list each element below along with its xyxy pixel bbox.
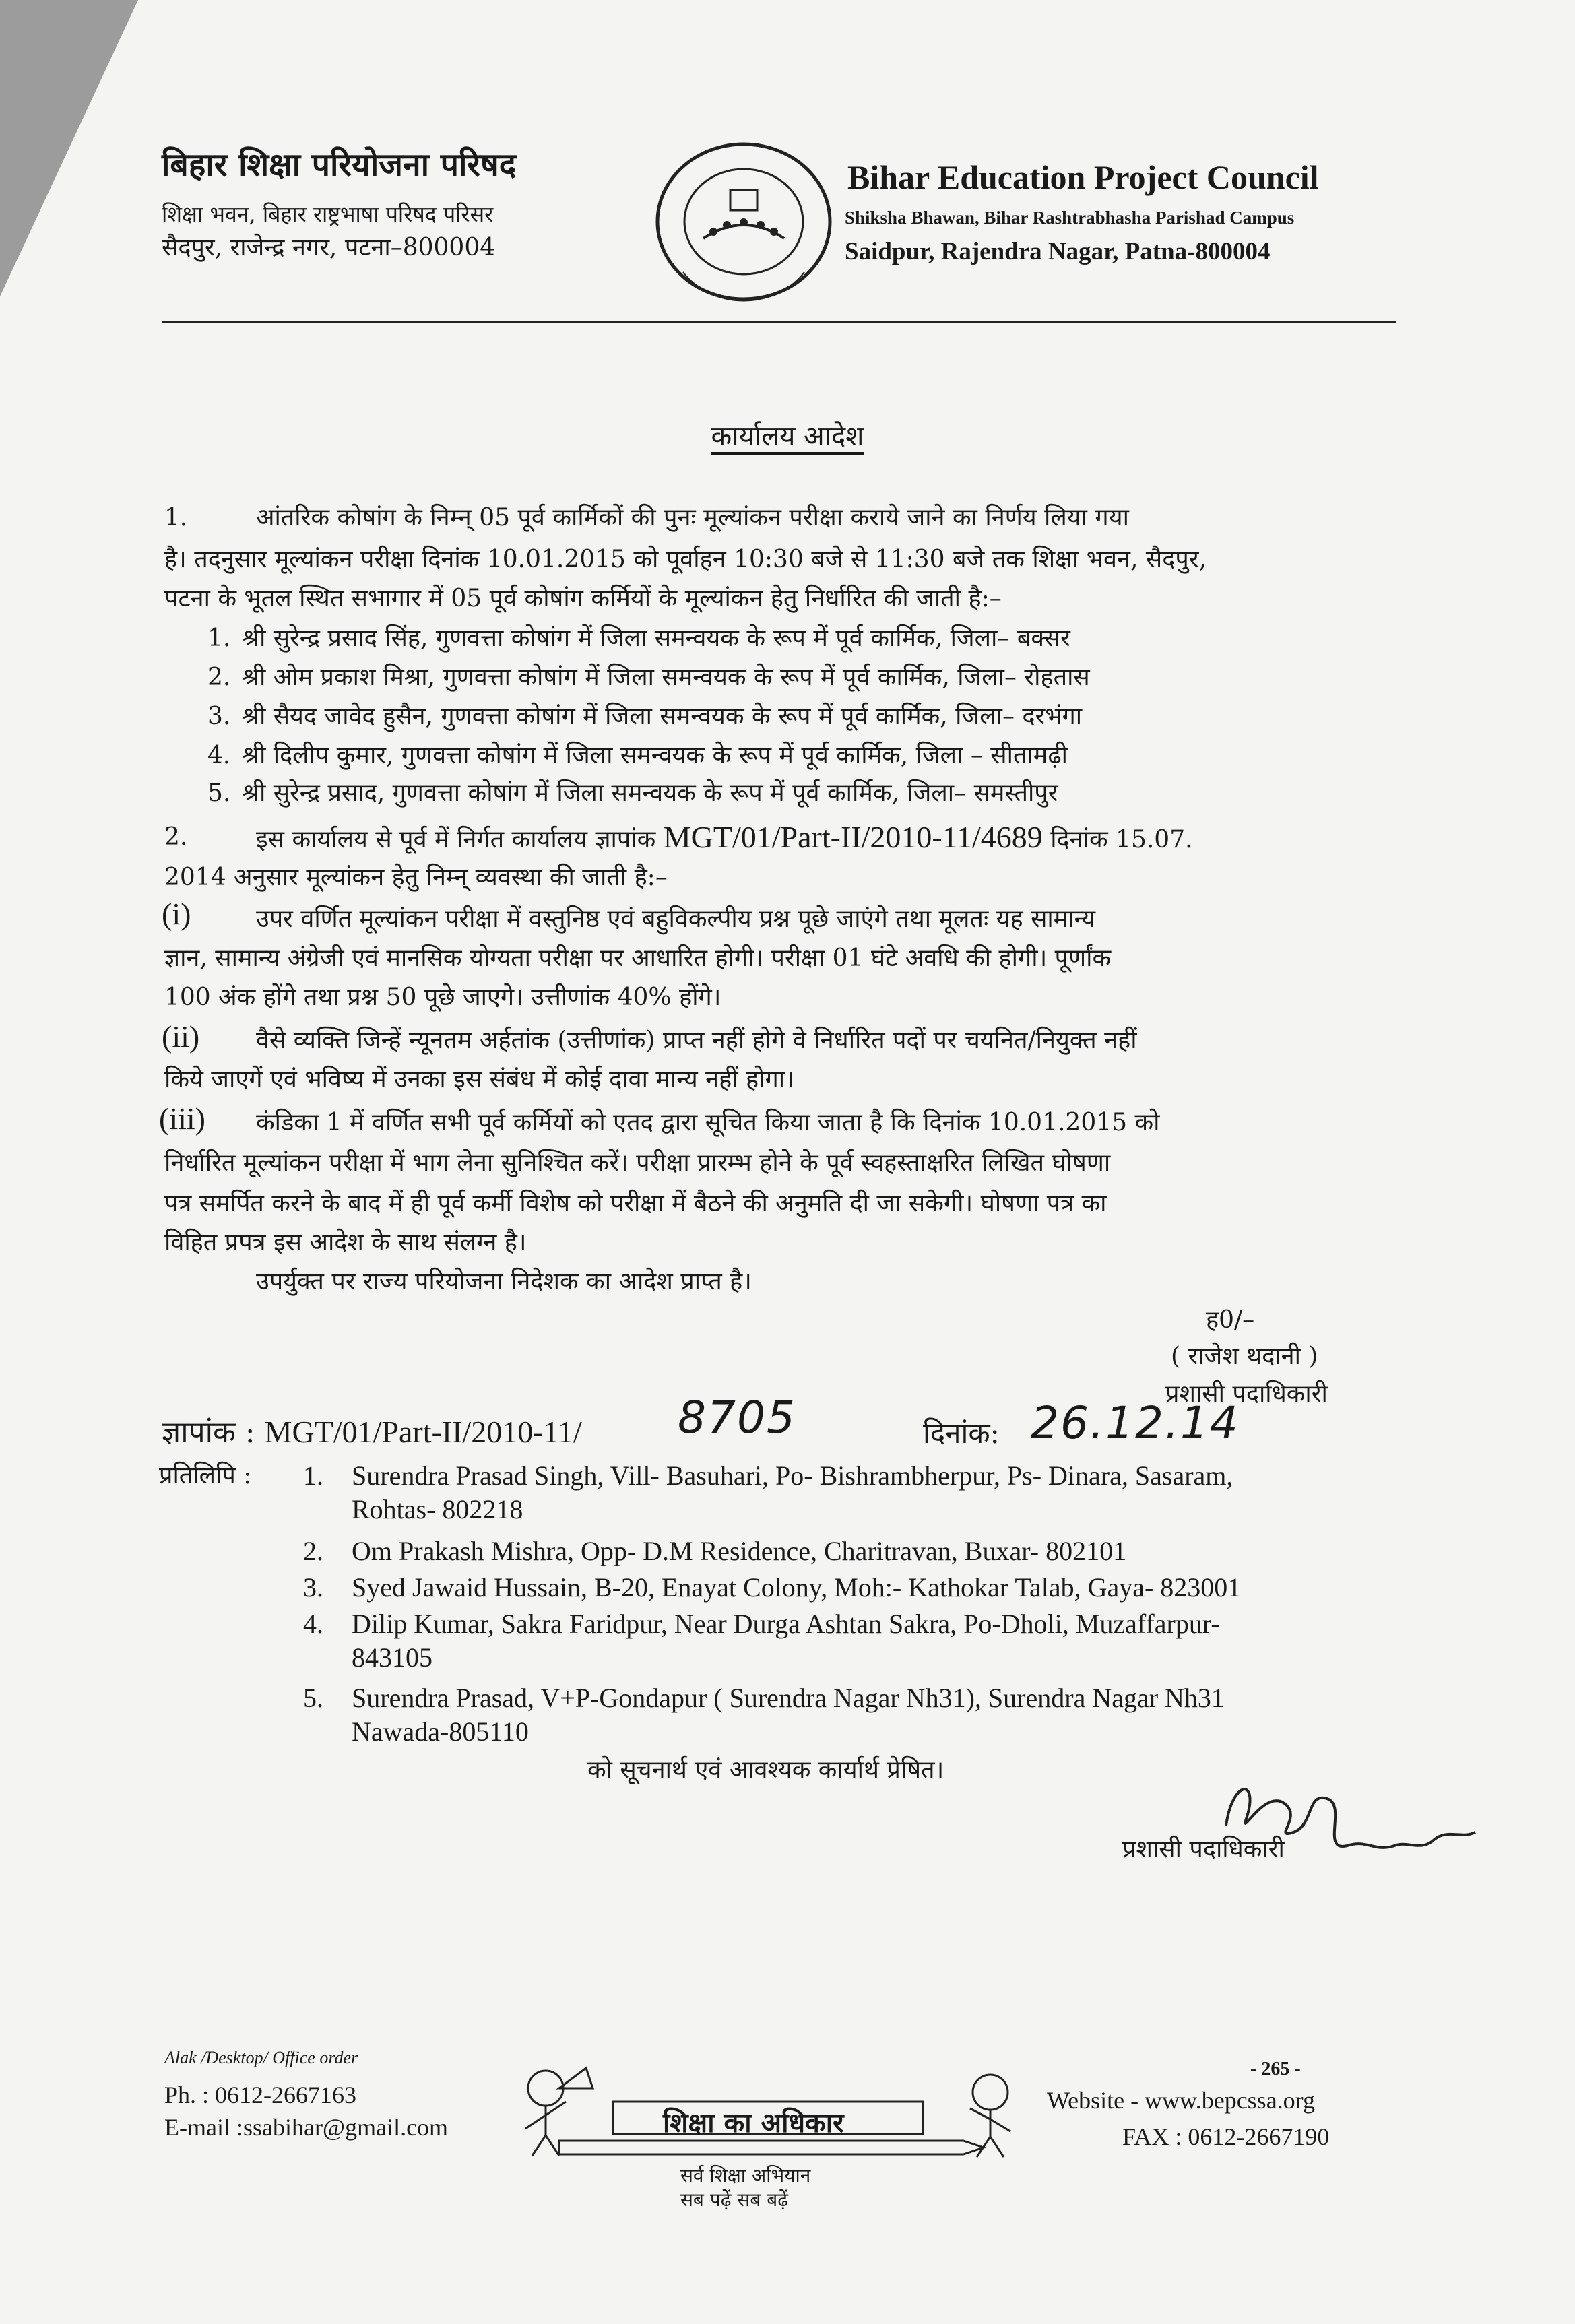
council-seal-logo — [649, 137, 838, 306]
person-item-3: 3. श्री सैयद जावेद हुसैन, गुणवत्ता कोषांग में जिला समन्वयक के रूप में पूर्व कार्मिक, जिला– दरभंगा — [207, 703, 1083, 730]
clause-iii-line1: कंडिका 1 में वर्णित सभी पूर्व कर्मियों को एतद द्वारा सूचित किया जाता है कि दिनांक 10.01.2015 को — [256, 1109, 1160, 1136]
copy-item-5-line1: Surendra Prasad, V+P-Gondapur ( Surendra Nagar Nh31), Surendra Nagar Nh31 — [352, 1683, 1225, 1713]
closing-line: उपर्युक्त पर राज्य परियोजना निदेशक का आदेश प्राप्त है। — [256, 1268, 752, 1295]
org-address-hindi-1: शिक्षा भवन, बिहार राष्ट्रभाषा परिषद परिसर — [162, 201, 494, 227]
copy-item-5-line2: Nawada-805110 — [352, 1716, 529, 1747]
memo-number-handwritten: 8705 — [678, 1392, 796, 1444]
org-name-hindi: बिहार शिक्षा परियोजना परिषद — [162, 146, 517, 184]
copy-item-5: 5. — [303, 1683, 323, 1713]
copy-item-4-line2: 843105 — [352, 1642, 432, 1673]
banner-text: शिक्षा का अधिकार — [663, 2107, 844, 2139]
header-divider — [162, 321, 1396, 323]
copy-item-2-line1: Om Prakash Mishra, Opp- D.M Residence, Charitravan, Buxar- 802101 — [352, 1536, 1127, 1566]
copy-item-1: 1. — [303, 1460, 323, 1491]
copy-label: प्रतिलिपि : — [159, 1462, 252, 1489]
memo-line: ज्ञापांक : MGT/01/Part-II/2010-11/ — [162, 1415, 582, 1450]
clause-iii-line4: विहित प्रपत्र इस आदेश के साथ संलग्न है। — [164, 1229, 527, 1256]
person-item-5: 5. श्री सुरेन्द्र प्रसाद, गुणवत्ता कोषांग में जिला समन्वयक के रूप में पूर्व कार्मिक, जिला– समस्तीपुर — [207, 779, 1058, 807]
org-address-english-2: Saidpur, Rajendra Nagar, Patna-800004 — [845, 238, 1271, 265]
copy-item-3: 3. — [303, 1572, 323, 1603]
clause-i-label: (i) — [162, 897, 191, 931]
copy-item-1-line1: Surendra Prasad Singh, Vill- Basuhari, Po- Bishrambherpur, Ps- Dinara, Sasaram, — [352, 1460, 1233, 1491]
document-title: कार्यालय आदेश — [711, 421, 864, 452]
para1-line1: आंतरिक कोषांग के निम्न् 05 पूर्व कार्मिकों की पुनः मूल्यांकन परीक्षा कराये जाने का निर्णय लिया गया — [256, 504, 1129, 531]
footer-fax: FAX : 0612-2667190 — [1122, 2123, 1330, 2150]
copy-item-4: 4. — [303, 1609, 323, 1639]
handwritten-signature — [1206, 1765, 1489, 1879]
footer-file-path: Alak /Desktop/ Office order — [164, 2048, 358, 2067]
clause-i-line1: उपर वर्णित मूल्यांकन परीक्षा में वस्तुनिष्ठ एवं बहुविकल्पीय प्रश्न पूछे जाएंगे तथा मूलतः यह सामान्य — [256, 905, 1096, 933]
para1-line3: पटना के भूतल स्थित सभागार में 05 पूर्व कोषांग कर्मियों के मूल्यांकन हेतु निर्धारित की जाती है:– — [164, 585, 1002, 612]
clause-i-line2: ज्ञान, सामान्य अंग्रेजी एवं मानसिक योग्यता परीक्षा पर आधारित होगी। परीक्षा 01 घंटे अवधि की होगी। पूर्णांक — [164, 944, 1112, 972]
person-item-4: 4. श्री दिलीप कुमार, गुणवत्ता कोषांग में जिला समन्वयक के रूप में पूर्व कार्मिक, जिला – सीतामढ़ी — [207, 742, 1068, 769]
footer-phone: Ph. : 0612-2667163 — [164, 2081, 357, 2108]
org-address-hindi-2: सैदपुर, राजेन्द्र नगर, पटना–800004 — [162, 234, 496, 261]
clause-iii-label: (iii) — [159, 1101, 205, 1136]
campaign-slogan: सब पढ़ें सब बढ़ें — [680, 2189, 788, 2211]
clause-ii-line1: वैसे व्यक्ति जिन्हें न्यूनतम अर्हतांक (उत्तीणांक) प्राप्त नहीं होगे वे निर्धारित पदों पर चयनित/नियुक्त नहीं — [256, 1027, 1137, 1054]
signatory-designation: प्रशासी पदाधिकारी — [1165, 1380, 1328, 1408]
forward-line: को सूचनार्थ एवं आवश्यक कार्यार्थ प्रेषित। — [587, 1756, 944, 1784]
clause-iii-line3: पत्र समर्पित करने के बाद में ही पूर्व कर्मी विशेष को परीक्षा में बैठने की अनुमति दी जा सकेगी। घोषणा पत्र का — [164, 1190, 1107, 1217]
person-item-1: 1. श्री सुरेन्द्र प्रसाद सिंह, गुणवत्ता कोषांग में जिला समन्वयक के रूप में पूर्व कार्मिक, जिला– बक्सर — [207, 624, 1070, 652]
footer-website: Website - www.bepcssa.org — [1047, 2087, 1316, 2114]
signatory-designation-2: प्रशासी पदाधिकारी — [1122, 1836, 1285, 1863]
copy-item-2: 2. — [303, 1536, 323, 1566]
clause-ii-line2: किये जाएगें एवं भविष्य में उनका इस संबंध में कोई दावा मान्य नहीं होगा। — [164, 1066, 794, 1093]
org-address-english-1: Shiksha Bhawan, Bihar Rashtrabhasha Parishad Campus — [845, 207, 1295, 228]
clause-ii-label: (ii) — [162, 1019, 200, 1054]
signatory-name: ( राजेश थदानी ) — [1171, 1343, 1318, 1370]
para1-number: 1. — [164, 504, 188, 531]
person-item-2: 2. श्री ओम प्रकाश मिश्रा, गुणवत्ता कोषांग में जिला समन्वयक के रूप में पूर्व कार्मिक, जिला– रोहतास — [207, 664, 1090, 691]
memo-date-label: दिनांक: — [923, 1417, 1000, 1450]
para2-line2: 2014 अनुसार मूल्यांकन हेतु निम्न् व्यवस्था की जाती है:– — [164, 864, 668, 891]
footer-email: E-mail :ssabihar@gmail.com — [164, 2114, 449, 2141]
para1-line2: है। तदनुसार मूल्यांकन परीक्षा दिनांक 10.01.2015 को पूर्वाहन 10:30 बजे से 11:30 बजे तक शिक्षा भवन, सैदपुर, — [164, 546, 1207, 573]
campaign-name: सर्व शिक्षा अभियान — [680, 2164, 811, 2187]
para2-number: 2. — [164, 823, 188, 851]
copy-item-3-line1: Syed Jawaid Hussain, B-20, Enayat Colony, Moh:- Kathokar Talab, Gaya- 823001 — [352, 1572, 1242, 1603]
page-number: - 265 - — [1250, 2059, 1301, 2079]
copy-item-4-line1: Dilip Kumar, Sakra Faridpur, Near Durga Ashtan Sakra, Po-Dholi, Muzaffarpur- — [352, 1609, 1220, 1639]
signed-mark: ह0/– — [1206, 1306, 1255, 1334]
org-name-english: Bihar Education Project Council — [847, 158, 1319, 196]
clause-iii-line2: निर्धारित मूल्यांकन परीक्षा में भाग लेना सुनिश्चित करें। परीक्षा प्रारम्भ होने के पूर्व स्वहस्ताक्षरित लिखित घोषणा — [164, 1149, 1111, 1177]
page-corner-shadow — [0, 0, 175, 310]
clause-i-line3: 100 अंक होंगे तथा प्रश्न 50 पूछे जाएगे। उत्तीणांक 40% होंगे। — [164, 983, 721, 1011]
para2-line1: इस कार्यालय से पूर्व में निर्गत कार्यालय ज्ञापांक MGT/01/Part-II/2010-11/4689 दिनांक 15.07. — [256, 820, 1193, 854]
copy-item-1-line2: Rohtas- 802218 — [352, 1494, 523, 1524]
memo-date-handwritten: 26.12.14 — [1031, 1397, 1240, 1449]
